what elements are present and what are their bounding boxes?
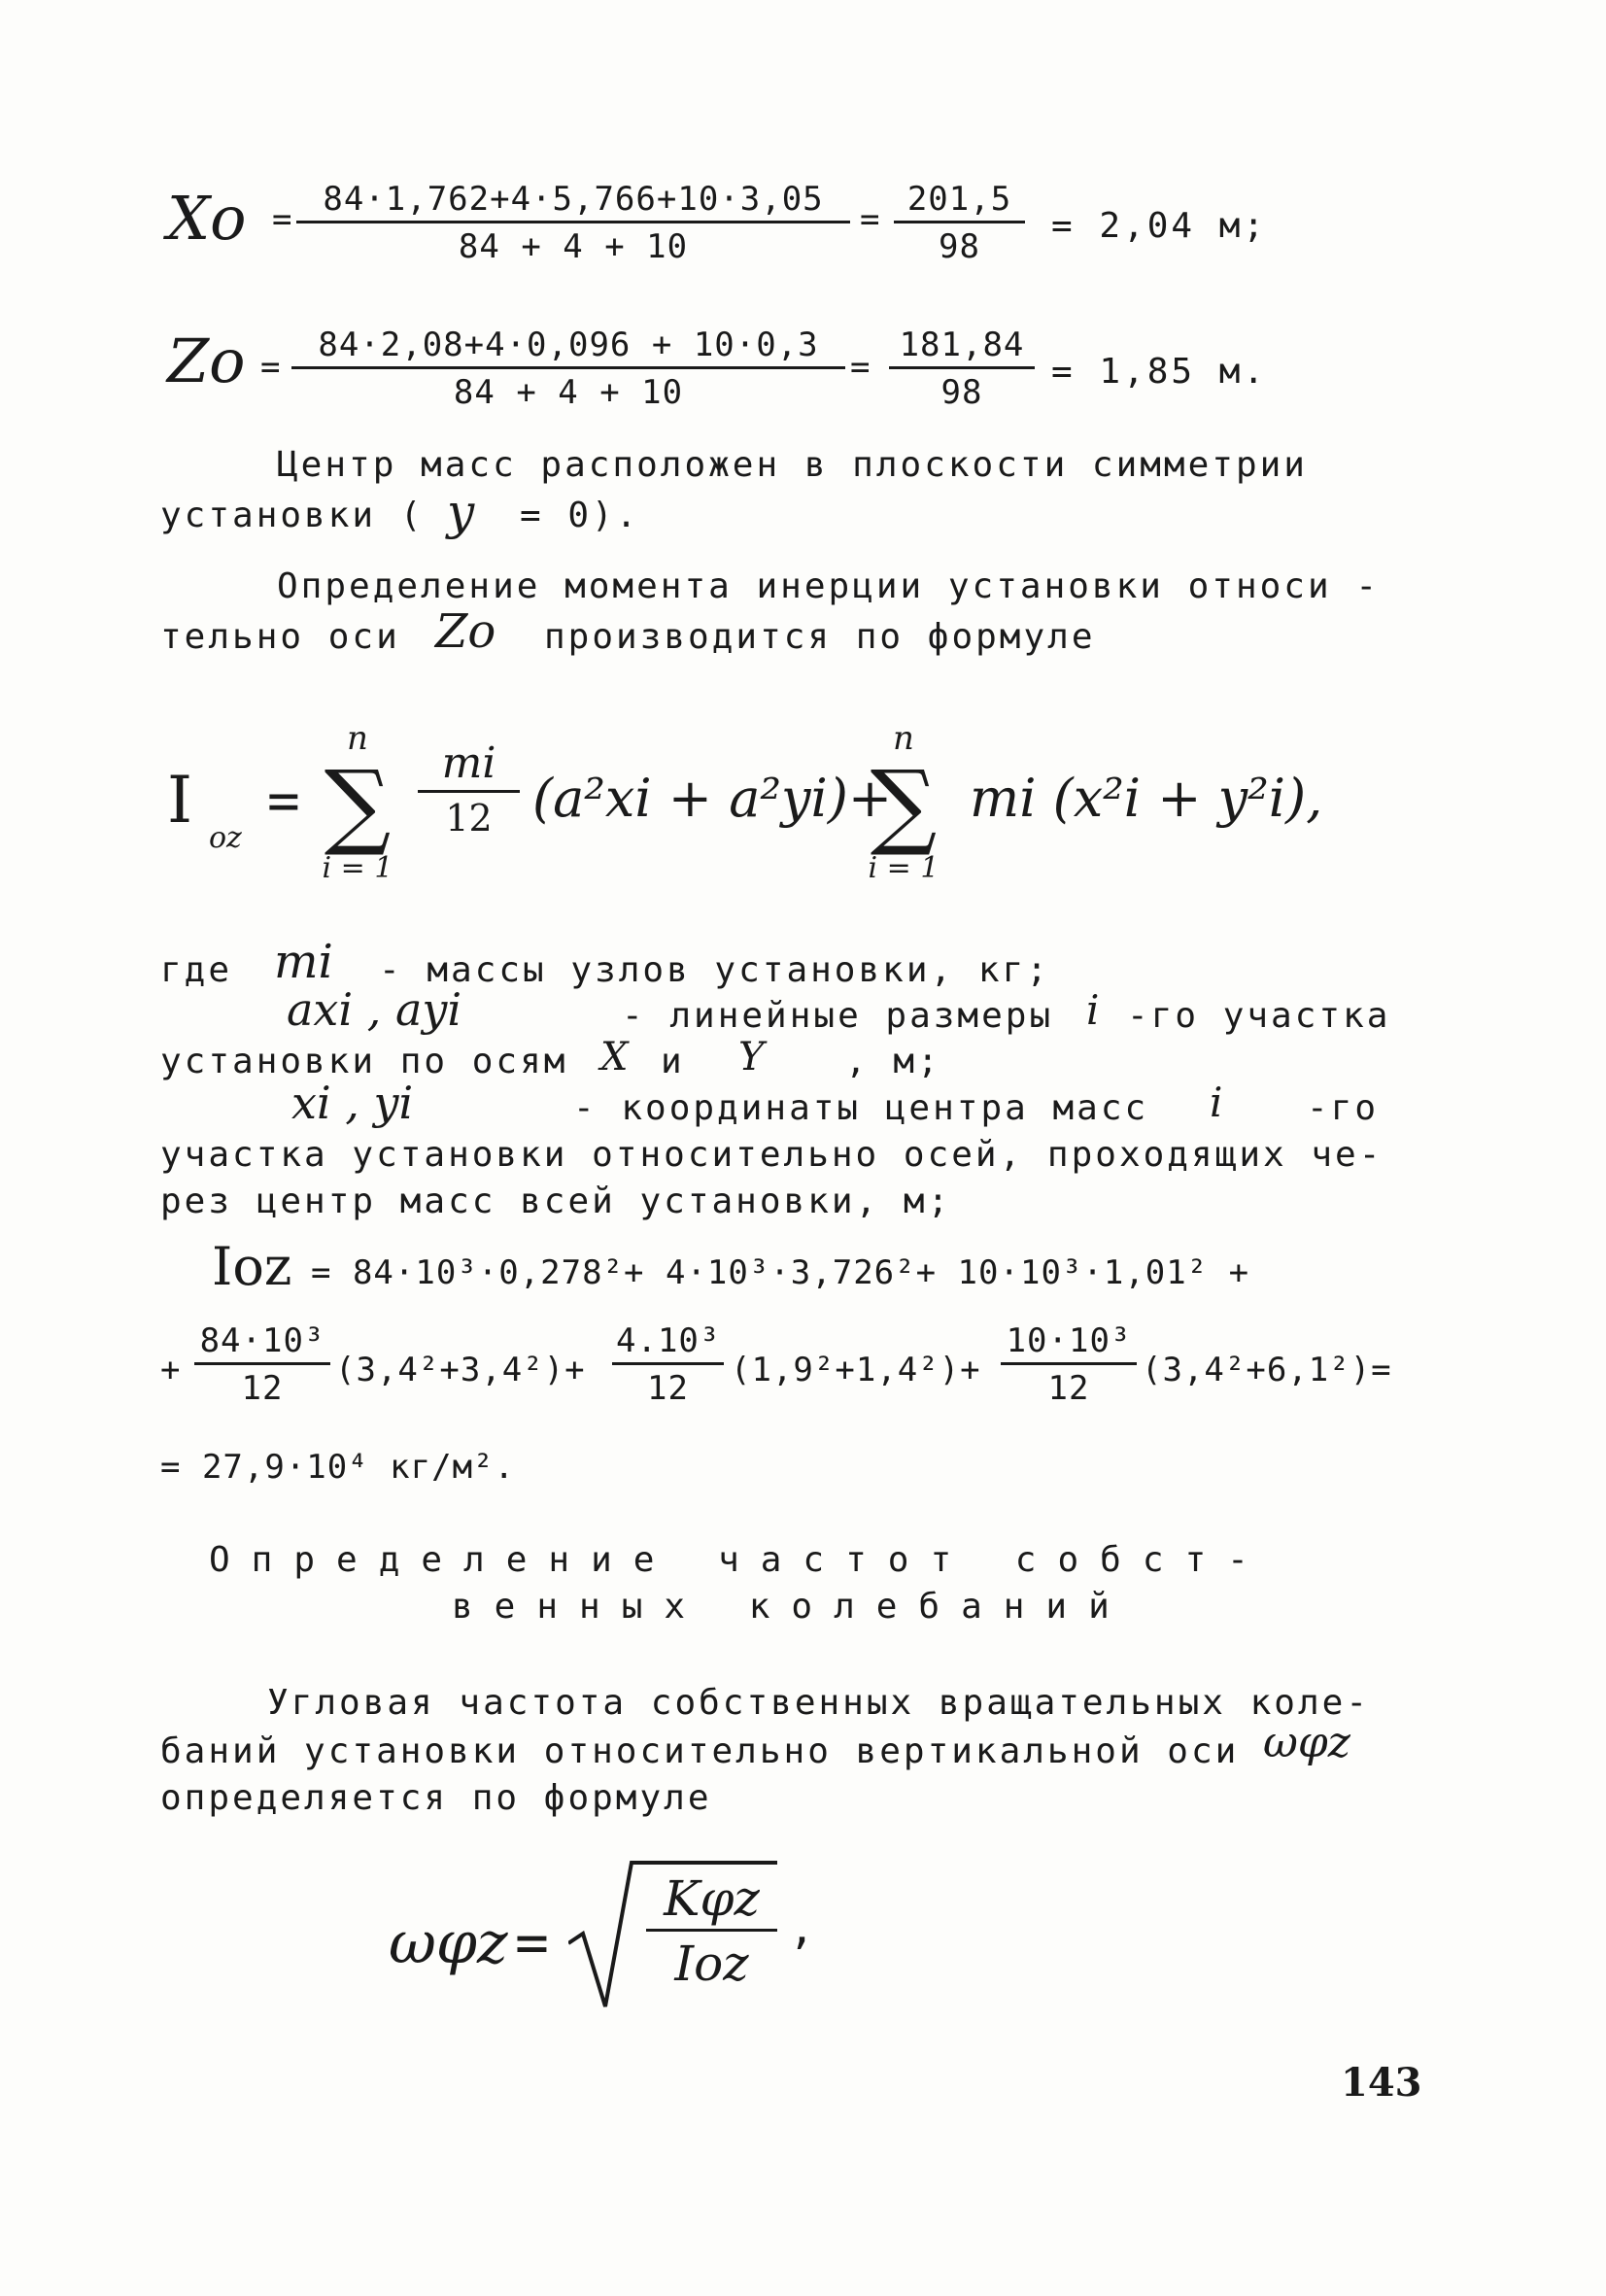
- def2-axis-x: X: [600, 1035, 629, 1079]
- calc-lhs: Ioz: [212, 1236, 292, 1297]
- section-heading-line1: Определение частот собст-: [209, 1540, 1270, 1580]
- omega-fraction: [646, 1870, 777, 1992]
- def1-prefix: где: [160, 950, 233, 990]
- z0-equals-2: =: [850, 348, 871, 387]
- para2-line2-start: тельно оси: [160, 617, 400, 657]
- sigma-icon: ∑: [870, 750, 938, 859]
- sum-2: [855, 719, 952, 885]
- para1-line1: Центр масс расположен в плоскости симметрии: [277, 445, 1308, 485]
- def2-and: и: [661, 1042, 685, 1081]
- para1-line2-end: = 0).: [520, 496, 640, 535]
- def2-line2: установки по осям: [160, 1042, 568, 1081]
- def3-text: - координаты центра масс: [573, 1088, 1149, 1128]
- calc-f2-den: 12: [647, 1369, 689, 1408]
- sum-1: [309, 719, 406, 885]
- calc-fraction-3: [1001, 1321, 1137, 1408]
- x0-denominator: 84 + 4 + 10: [458, 227, 689, 266]
- z0-equals: =: [260, 348, 282, 387]
- def2-var-i: i: [1086, 986, 1100, 1034]
- z0-denominator-2: 98: [940, 373, 983, 412]
- para3-var-omega: ωφz: [1263, 1718, 1350, 1767]
- omega-symbol: ωφz: [389, 1909, 508, 1977]
- sum-2-top: n: [893, 719, 914, 758]
- x0-symbol: Xo: [167, 183, 247, 254]
- inertia-equals: =: [267, 770, 300, 833]
- def2-axis-y: Y: [738, 1035, 765, 1079]
- z0-denominator: 84 + 4 + 10: [453, 373, 684, 412]
- calc-plus: +: [160, 1351, 182, 1389]
- sum-1-bottom: i = 1: [322, 851, 393, 885]
- x0-denominator-2: 98: [939, 227, 980, 266]
- inertia-fraction: [418, 738, 520, 840]
- page-number: 143: [1341, 2060, 1422, 2106]
- calc-fraction-1: [194, 1321, 330, 1408]
- inertia-symbol: I: [167, 763, 193, 838]
- omega-frac-num: Kφz: [646, 1870, 777, 1932]
- calc-result: = 27,9·10⁴ кг/м².: [160, 1448, 515, 1487]
- z0-numerator: 84·2,08+4·0,096 + 10·0,3: [291, 326, 845, 369]
- def3-tail: -го: [1307, 1088, 1380, 1128]
- para3-line3: определяется по формуле: [160, 1778, 712, 1818]
- def2-var: axi , ayi: [287, 983, 462, 1036]
- def1-text: - массы узлов установки, кг;: [379, 950, 1050, 990]
- sigma-icon: ∑: [324, 750, 392, 859]
- x0-equals-2: =: [860, 200, 881, 239]
- x0-result: = 2,04 м;: [1051, 206, 1268, 246]
- def2-text: - линейные размеры: [622, 996, 1054, 1036]
- calc-fraction-2: [612, 1321, 724, 1408]
- para2-var-z0: Zo: [435, 604, 496, 659]
- calc-f1-tail: (3,4²+3,4²)+: [335, 1351, 586, 1389]
- z0-symbol: Zo: [167, 326, 246, 396]
- x0-numerator: 84·1,762+4·5,766+10·3,05: [296, 180, 850, 223]
- inertia-subscript: oz: [209, 821, 242, 855]
- x0-equals: =: [272, 200, 293, 239]
- inertia-frac-num: mi: [418, 738, 520, 793]
- calc-line1: = 84·10³·0,278²+ 4·10³·3,726²+ 10·10³·1,01² +: [311, 1253, 1250, 1292]
- x0-fraction-2: [894, 180, 1025, 266]
- section-heading-line2: венных колебаний: [452, 1587, 1131, 1627]
- def2-unit: , м;: [845, 1042, 941, 1081]
- calc-f1-num: 84·10³: [194, 1321, 330, 1365]
- para2-line2-end: производится по формуле: [544, 617, 1096, 657]
- calc-f2-num: 4.10³: [612, 1321, 724, 1365]
- omega-frac-den: Ioz: [674, 1936, 749, 1992]
- sum-1-top: n: [347, 719, 368, 758]
- z0-fraction: [291, 326, 845, 412]
- def3-var-i: i: [1210, 1079, 1223, 1126]
- calc-f2-tail: (1,9²+1,4²)+: [731, 1351, 981, 1389]
- def2-tail: -го участка: [1127, 996, 1391, 1036]
- para1-var-y: y: [447, 484, 475, 540]
- sum-2-bottom: i = 1: [868, 851, 940, 885]
- z0-numerator-2: 181,84: [889, 326, 1035, 369]
- z0-fraction-2: [889, 326, 1035, 412]
- calc-f3-num: 10·10³: [1001, 1321, 1137, 1365]
- para1-line2-start: установки (: [160, 496, 425, 535]
- inertia-frac-den: 12: [445, 797, 493, 840]
- def1-var: mi: [274, 935, 333, 989]
- para2-line1: Определение момента инерции установки относи -: [277, 566, 1380, 606]
- calc-f1-den: 12: [241, 1369, 284, 1408]
- calc-f3-tail: (3,4²+6,1²)=: [1142, 1351, 1392, 1389]
- z0-result: = 1,85 м.: [1051, 352, 1268, 392]
- calc-f3-den: 12: [1047, 1369, 1090, 1408]
- omega-comma: ,: [789, 1904, 815, 1954]
- para3-line2: баний установки относительно вертикальной оси: [160, 1731, 1240, 1771]
- x0-numerator-2: 201,5: [894, 180, 1025, 223]
- x0-fraction: [296, 180, 850, 266]
- omega-equals: =: [515, 1909, 549, 1975]
- def3-var: xi , yi: [291, 1077, 414, 1129]
- def3-line3: рез центр масс всей установки, м;: [160, 1182, 952, 1221]
- inertia-term-1: (a²xi + a²yi)+: [532, 768, 893, 829]
- para3-line1: Угловая частота собственных вращательных коле-: [267, 1683, 1370, 1723]
- def3-line2: участка установки относительно осей, проходящих че-: [160, 1135, 1384, 1175]
- inertia-term-2: mi (x²i + y²i),: [970, 768, 1323, 829]
